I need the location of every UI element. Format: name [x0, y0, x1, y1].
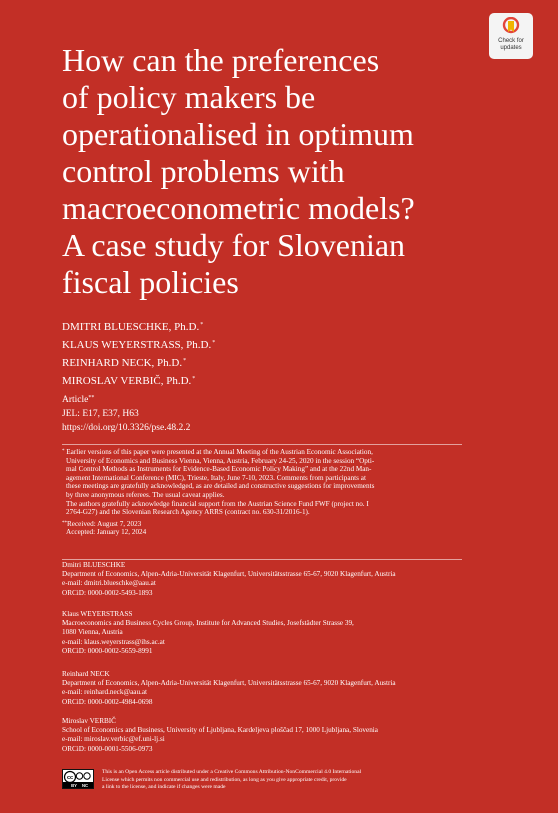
footnote-star: *	[62, 449, 65, 454]
check-for-updates-badge[interactable]	[489, 13, 533, 59]
footnotes	[62, 448, 458, 537]
affiliation-orcid: ORCiD: 0000-0002-5659-8991	[62, 646, 153, 655]
title-line: How can the preferences	[62, 42, 380, 78]
cc-by-nc-badge[interactable]	[62, 769, 94, 789]
affiliation-address: Department of Economics, Alpen-Adria-Universität Klagenfurt, Universitätsstrasse 65-67, 9020 Klagenfurt, Austria	[62, 679, 396, 688]
title-line: control problems with	[62, 153, 345, 189]
footnote-line: mal Control Methods as Instruments for Evidence-Based Economic Policy Making” and at the 22nd Man-	[66, 465, 372, 474]
affiliation-block	[62, 717, 462, 754]
title-line: macroeconometric models?	[62, 190, 415, 226]
article-meta	[62, 391, 190, 435]
author-footnote-mark: *	[212, 340, 216, 346]
received-text: Received: August 7, 2023	[67, 519, 142, 528]
affiliation-address: 1080 Vienna, Austria	[62, 628, 123, 637]
article-footnote-mark: **	[88, 395, 95, 401]
article-title	[62, 42, 492, 301]
footnote-line: The authors gratefully acknowledge financial support from the Austrian Science Fund FWF (project no. I	[66, 499, 369, 508]
title-line: A case study for Slovenian	[62, 227, 406, 263]
affiliation-address: Department of Economics, Alpen-Adria-Universität Klagenfurt, Universitätsstrasse 65-67, 9020 Klagenfurt, Austria	[62, 570, 396, 579]
footnote-line: University of Economics and Business Vienna, Vienna, Austria, February 24-25, 2020 in the session “Opti-	[66, 456, 375, 465]
affiliation-orcid: ORCiD: 0000-0002-5493-1893	[62, 588, 153, 597]
affiliation-email[interactable]: e-mail: miroslav.verbic@ef.uni-lj.si	[62, 735, 165, 744]
author-list	[62, 317, 215, 389]
author-line	[62, 317, 215, 335]
author-name: MIROSLAV VERBIČ, Ph.D.	[62, 375, 192, 387]
footnote-line: by three anonymous referees. The usual caveat applies.	[66, 490, 225, 499]
affiliation-orcid: ORCiD: 0000-0001-5506-0973	[62, 744, 153, 753]
footnote-line	[62, 448, 458, 457]
article-type	[62, 391, 190, 407]
affiliation-address: Macroeconomics and Business Cycles Group, Institute for Advanced Studies, Josefstädter Strasse 39,	[62, 619, 354, 628]
author-footnote-mark: *	[192, 376, 196, 382]
doi-link[interactable]: https://doi.org/10.3326/pse.48.2.2	[62, 423, 191, 433]
divider	[62, 444, 462, 445]
affiliation-name: Dmitri BLUESCHKE	[62, 561, 126, 569]
article-type-label: Article	[62, 395, 89, 405]
received-date	[62, 520, 458, 529]
affiliation-block	[62, 610, 462, 656]
affiliation-orcid: ORCiD: 0000-0002-4984-0698	[62, 697, 153, 706]
affiliation-name: Klaus WEYERSTRASS	[62, 610, 133, 618]
affiliation-name: Reinhard NECK	[62, 670, 110, 678]
affiliation-email[interactable]: e-mail: dmitri.blueschke@aau.at	[62, 579, 156, 588]
badge-text-line1: Check for	[498, 38, 524, 44]
jel-codes: JEL: E17, E37, H63	[62, 409, 139, 419]
by-label: BY	[71, 783, 77, 788]
divider	[62, 559, 462, 560]
license-text	[102, 769, 462, 792]
author-footnote-mark: *	[183, 358, 187, 364]
affiliation-name: Miroslav VERBIČ	[62, 717, 116, 725]
license-line: License which permits non commercial use and redistribution, as long as you give appropriate credit, provide	[102, 776, 347, 783]
footnote-line: agement International Conference (MIC), Trieste, Italy, June 7-10, 2023. Comments from participants at	[66, 473, 366, 482]
license-line: This is an Open Access article distributed under a Creative Commons Attribution-NonCommercial 4.0 International	[102, 769, 362, 775]
footnote-dstar: **	[62, 520, 67, 526]
author-line	[62, 371, 215, 389]
footnote-line: 2764-G27) and the Slovenian Research Agency ARRS (contract no. 630-31/2016-1).	[66, 508, 310, 517]
affiliation-block	[62, 670, 462, 707]
affiliation-block	[62, 561, 462, 598]
author-name: DMITRI BLUESCHKE, Ph.D.	[62, 321, 200, 333]
creative-commons-icon	[63, 770, 93, 788]
accepted-date: Accepted: January 12, 2024	[66, 528, 147, 537]
author-line	[62, 335, 215, 353]
bookmark-icon	[502, 17, 520, 37]
license-footer	[62, 769, 462, 793]
title-line: fiscal policies	[62, 264, 239, 300]
title-line: of policy makers be	[62, 79, 316, 115]
badge-text-line2: updates	[500, 44, 522, 51]
footnote-line: these meetings are gratefully acknowledged, as are detailed and constructive suggestions for improvements	[66, 482, 375, 491]
title-line: operationalised in optimum	[62, 116, 414, 152]
affiliation-email[interactable]: e-mail: reinhard.neck@aau.at	[62, 688, 148, 697]
author-name: REINHARD NECK, Ph.D.	[62, 357, 183, 369]
affiliation-email[interactable]: e-mail: klaus.weyerstrass@ihs.ac.at	[62, 637, 165, 646]
author-footnote-mark: *	[200, 322, 204, 328]
license-line: a link to the license, and indicate if changes were made	[102, 784, 226, 791]
author-name: KLAUS WEYERSTRASS, Ph.D.	[62, 339, 212, 351]
footnote-text: Earlier versions of this paper were presented at the Annual Meeting of the Austrian Economic Association,	[66, 448, 373, 456]
author-line	[62, 353, 215, 371]
affiliation-address: School of Economics and Business, University of Ljubljana, Kardeljeva ploščad 17, 1000 Ljubljana, Slovenia	[62, 726, 378, 735]
cc-label: cc	[66, 775, 74, 781]
nc-label: NC	[81, 783, 89, 788]
